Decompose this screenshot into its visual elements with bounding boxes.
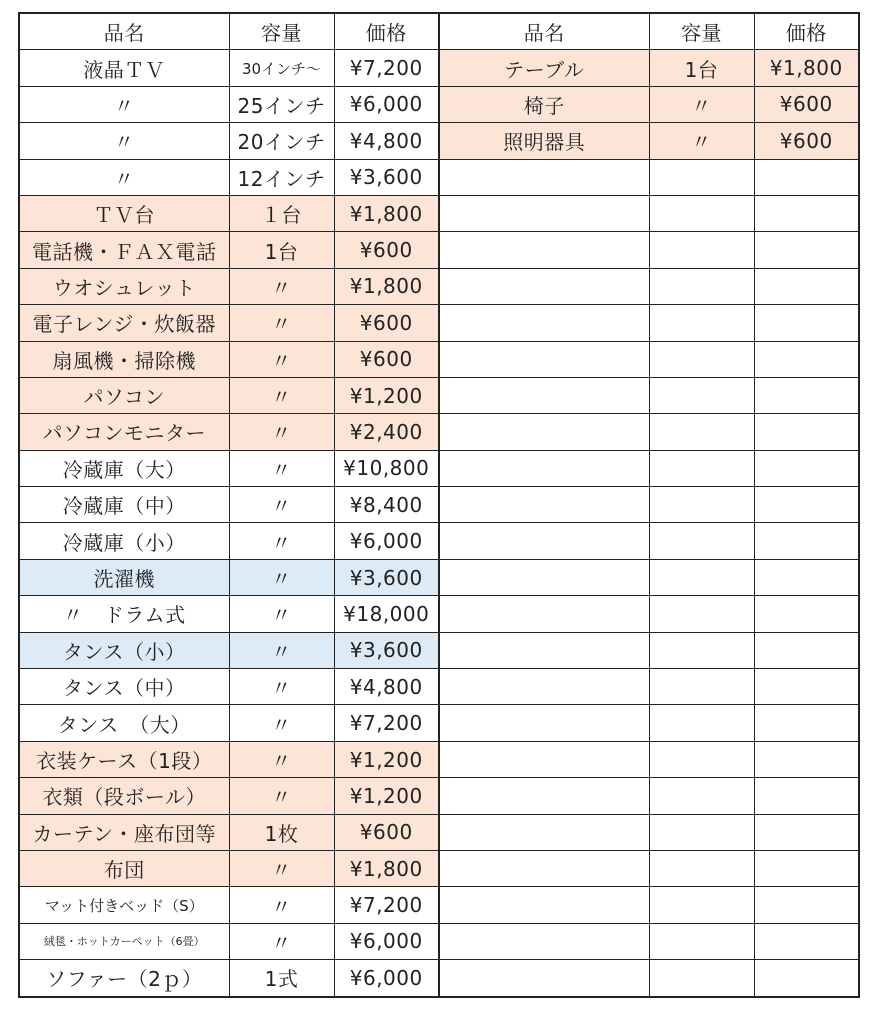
capacity-cell-2 [649,341,754,377]
price-cell: ¥4,800 [334,669,439,705]
item-name-cell-2 [439,559,649,595]
price-cell: ¥1,200 [334,377,439,413]
item-name-cell-2 [439,741,649,777]
capacity-cell: 〃 [229,450,334,486]
item-name-cell-2 [439,923,649,959]
item-name-cell: パソコンモニター [19,414,229,450]
capacity-cell-2 [649,450,754,486]
price-cell-2 [754,232,859,268]
price-cell-2 [754,305,859,341]
table-row [19,669,859,705]
price-cell-2 [754,705,859,741]
capacity-cell-2 [649,232,754,268]
item-name-cell-2 [439,268,649,304]
price-cell: ¥600 [334,341,439,377]
price-cell-2: ¥600 [754,123,859,159]
capacity-cell-2 [649,960,754,997]
item-name-cell-2 [439,487,649,523]
price-cell: ¥1,800 [334,850,439,886]
header-item-name-2: 品名 [439,13,649,50]
header-price-2: 価格 [754,13,859,50]
price-cell: ¥1,200 [334,778,439,814]
price-cell-2 [754,596,859,632]
table-row [19,232,859,268]
price-cell: ¥6,000 [334,523,439,559]
capacity-cell: 〃 [229,850,334,886]
capacity-cell-2 [649,814,754,850]
capacity-cell-2 [649,669,754,705]
item-name-cell: 布団 [19,850,229,886]
table-row [19,305,859,341]
item-name-cell: タンス（小） [19,632,229,668]
price-cell-2 [754,341,859,377]
item-name-cell: ソファー（2ｐ） [19,960,229,997]
item-name-cell-2 [439,887,649,923]
item-name-cell-2 [439,305,649,341]
capacity-cell-2 [649,778,754,814]
capacity-cell-2 [649,632,754,668]
price-cell-2 [754,195,859,231]
capacity-cell-2: 〃 [649,86,754,122]
capacity-cell: 〃 [229,305,334,341]
item-name-cell-2 [439,232,649,268]
item-name-cell: 洗濯機 [19,559,229,595]
item-name-cell-2: 照明器具 [439,123,649,159]
price-cell-2 [754,523,859,559]
capacity-cell-2 [649,195,754,231]
price-cell: ¥1,800 [334,195,439,231]
item-name-cell: 扇風機・掃除機 [19,341,229,377]
capacity-cell-2: 〃 [649,123,754,159]
item-name-cell: 〃 [19,159,229,195]
table-row [19,195,859,231]
item-name-cell-2 [439,669,649,705]
item-name-cell: 冷蔵庫（大） [19,450,229,486]
table-row [19,414,859,450]
table-row [19,887,859,923]
price-cell-2 [754,887,859,923]
price-cell: ¥1,200 [334,741,439,777]
capacity-cell: 〃 [229,923,334,959]
table-row [19,741,859,777]
price-cell-2 [754,559,859,595]
capacity-cell: 30インチ〜 [229,50,334,86]
capacity-cell-2 [649,705,754,741]
item-name-cell: 電話機・ＦＡＸ電話 [19,232,229,268]
item-name-cell: 〃 ドラム式 [19,596,229,632]
capacity-cell: 〃 [229,778,334,814]
price-table-body [19,13,859,997]
table-row [19,50,859,86]
price-sheet [18,12,860,998]
price-cell-2 [754,377,859,413]
item-name-cell-2 [439,705,649,741]
price-cell: ¥6,000 [334,960,439,997]
price-cell: ¥6,000 [334,86,439,122]
table-row [19,487,859,523]
capacity-cell: 〃 [229,559,334,595]
item-name-cell-2: 椅子 [439,86,649,122]
price-cell: ¥18,000 [334,596,439,632]
item-name-cell-2 [439,960,649,997]
price-cell: ¥1,800 [334,268,439,304]
price-cell: ¥4,800 [334,123,439,159]
item-name-cell-2 [439,596,649,632]
capacity-cell-2 [649,596,754,632]
item-name-cell-2 [439,850,649,886]
table-row [19,559,859,595]
capacity-cell-2 [649,377,754,413]
item-name-cell: 液晶ＴＶ [19,50,229,86]
capacity-cell-2: 1台 [649,50,754,86]
capacity-cell-2 [649,523,754,559]
item-name-cell-2 [439,414,649,450]
price-cell: ¥600 [334,232,439,268]
header-item-name: 品名 [19,13,229,50]
item-name-cell: ＴＶ台 [19,195,229,231]
item-name-cell: ウオシュレット [19,268,229,304]
table-row [19,523,859,559]
capacity-cell: 〃 [229,596,334,632]
price-cell-2 [754,923,859,959]
capacity-cell-2 [649,559,754,595]
table-row [19,960,859,997]
price-cell: ¥8,400 [334,487,439,523]
item-name-cell: タンス（中） [19,669,229,705]
price-cell-2 [754,960,859,997]
item-name-cell-2 [439,778,649,814]
capacity-cell: 〃 [229,632,334,668]
price-cell-2 [754,159,859,195]
capacity-cell-2 [649,159,754,195]
table-row [19,450,859,486]
capacity-cell: 〃 [229,741,334,777]
table-row [19,814,859,850]
capacity-cell: 1式 [229,960,334,997]
price-cell: ¥3,600 [334,559,439,595]
price-cell-2 [754,632,859,668]
capacity-cell: 〃 [229,523,334,559]
price-cell: ¥600 [334,305,439,341]
table-row [19,268,859,304]
item-name-cell: 衣類（段ボール） [19,778,229,814]
capacity-cell: １台 [229,195,334,231]
item-name-cell: パソコン [19,377,229,413]
price-cell-2 [754,778,859,814]
capacity-cell-2 [649,487,754,523]
table-row [19,341,859,377]
item-name-cell-2 [439,377,649,413]
price-cell-2 [754,414,859,450]
price-cell: ¥3,600 [334,159,439,195]
price-table [18,12,860,998]
item-name-cell-2 [439,450,649,486]
item-name-cell-2: テーブル [439,50,649,86]
capacity-cell: 〃 [229,341,334,377]
table-row [19,778,859,814]
capacity-cell: 〃 [229,669,334,705]
capacity-cell-2 [649,305,754,341]
header-row [19,13,859,50]
table-row [19,377,859,413]
table-row [19,86,859,122]
header-capacity: 容量 [229,13,334,50]
capacity-cell: 〃 [229,887,334,923]
price-cell-2 [754,268,859,304]
price-cell: ¥3,600 [334,632,439,668]
item-name-cell: 冷蔵庫（小） [19,523,229,559]
capacity-cell: 12インチ [229,159,334,195]
capacity-cell: 〃 [229,705,334,741]
capacity-cell: 〃 [229,377,334,413]
table-row [19,123,859,159]
item-name-cell: カーテン・座布団等 [19,814,229,850]
price-cell-2 [754,741,859,777]
capacity-cell: 25インチ [229,86,334,122]
price-cell-2 [754,814,859,850]
capacity-cell-2 [649,414,754,450]
item-name-cell-2 [439,341,649,377]
capacity-cell: 1台 [229,232,334,268]
capacity-cell-2 [649,850,754,886]
capacity-cell-2 [649,268,754,304]
table-row [19,159,859,195]
price-cell-2 [754,450,859,486]
item-name-cell: 〃 [19,86,229,122]
price-cell-2: ¥1,800 [754,50,859,86]
capacity-cell-2 [649,741,754,777]
capacity-cell: 1枚 [229,814,334,850]
item-name-cell-2 [439,195,649,231]
price-cell: ¥7,200 [334,887,439,923]
table-row [19,850,859,886]
price-cell-2 [754,669,859,705]
capacity-cell-2 [649,923,754,959]
item-name-cell-2 [439,632,649,668]
capacity-cell: 〃 [229,268,334,304]
table-row [19,632,859,668]
item-name-cell: タンス （大） [19,705,229,741]
price-cell: ¥10,800 [334,450,439,486]
price-cell-2: ¥600 [754,86,859,122]
capacity-cell: 20インチ [229,123,334,159]
item-name-cell: 衣装ケース（1段） [19,741,229,777]
price-cell-2 [754,850,859,886]
price-cell: ¥7,200 [334,50,439,86]
header-capacity-2: 容量 [649,13,754,50]
item-name-cell: 絨毯・ホットカーペット（6畳） [19,923,229,959]
item-name-cell-2 [439,814,649,850]
item-name-cell: 電子レンジ・炊飯器 [19,305,229,341]
capacity-cell: 〃 [229,414,334,450]
price-cell: ¥6,000 [334,923,439,959]
header-price: 価格 [334,13,439,50]
price-cell: ¥2,400 [334,414,439,450]
table-row [19,923,859,959]
item-name-cell: マット付きベッド（S） [19,887,229,923]
item-name-cell-2 [439,159,649,195]
capacity-cell-2 [649,887,754,923]
item-name-cell-2 [439,523,649,559]
price-cell: ¥7,200 [334,705,439,741]
price-cell-2 [754,487,859,523]
table-row [19,596,859,632]
table-row [19,705,859,741]
item-name-cell: 冷蔵庫（中） [19,487,229,523]
item-name-cell: 〃 [19,123,229,159]
capacity-cell: 〃 [229,487,334,523]
price-cell: ¥600 [334,814,439,850]
